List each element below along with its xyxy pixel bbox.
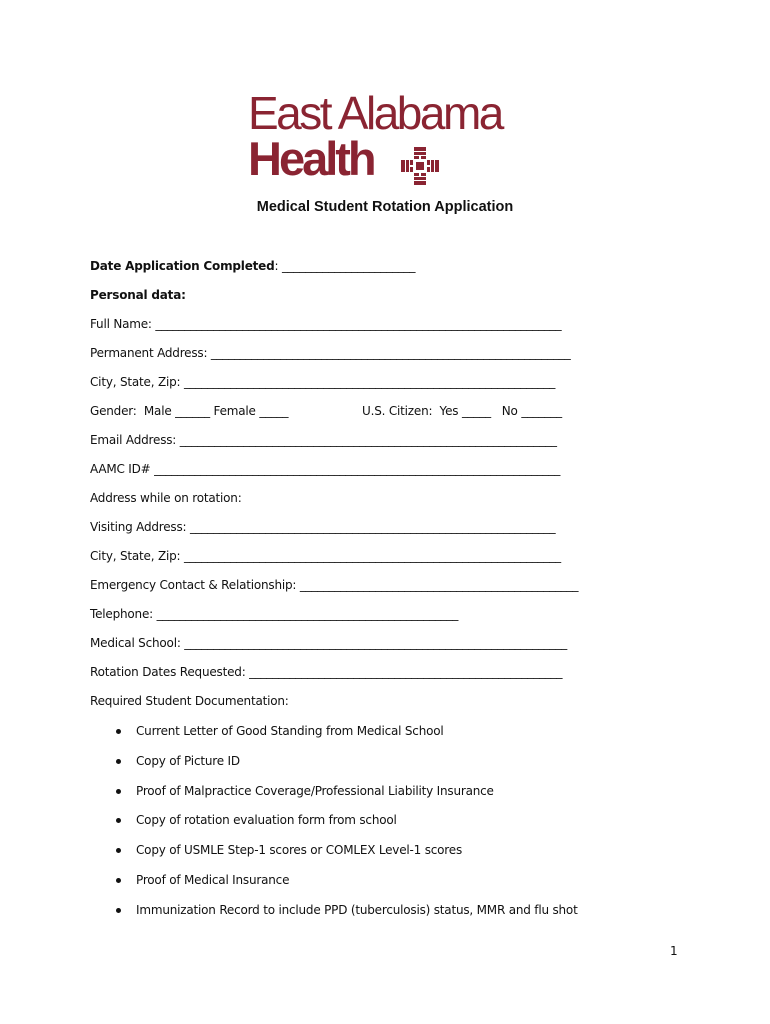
bullet-icon [116,729,121,734]
bullet-icon [116,878,121,883]
visiting-address-field[interactable]: Visiting Address: _______________________________________________________________ [90,520,556,534]
address-rotation-heading: Address while on rotation: [90,491,242,505]
date-completed-row [90,259,415,273]
bullet-icon [116,759,121,764]
list-item: Copy of rotation evaluation form from school [136,813,397,827]
page-title: Medical Student Rotation Application [256,199,514,215]
list-item: Copy of USMLE Step-1 scores or COMLEX Level-1 scores [136,843,463,857]
rotation-dates-field[interactable]: Rotation Dates Requested: ______________________________________________________ [90,665,563,679]
required-documentation-heading: Required Student Documentation: [90,694,289,708]
personal-data-heading: Personal data: [90,288,186,302]
email-address-field[interactable]: Email Address: _________________________________________________________________ [90,433,557,447]
logo-text-east-alabama: East Alabama [248,87,502,139]
permanent-address-field[interactable]: Permanent Address: ______________________________________________________________ [90,346,571,360]
telephone-field[interactable]: Telephone: ____________________________________________________ [90,607,459,621]
list-item: Copy of Picture ID [136,754,240,768]
gender-field[interactable]: Gender: Male ______ Female _____ [90,404,289,418]
bullet-icon [116,818,121,823]
list-item: Proof of Medical Insurance [136,873,290,887]
medical-cross-icon [400,146,440,186]
list-item: Current Letter of Good Standing from Medical School [136,724,444,738]
medical-school-field[interactable]: Medical School: __________________________________________________________________ [90,636,568,650]
bullet-icon [116,908,121,913]
list-item: Proof of Malpractice Coverage/Professional Liability Insurance [136,784,494,798]
date-completed-label: Date Application Completed [90,259,275,273]
date-completed-blank[interactable]: : _______________________ [274,259,416,273]
city-state-zip-2-field[interactable]: City, State, Zip: _________________________________________________________________ [90,549,561,563]
us-citizen-field[interactable]: U.S. Citizen: Yes _____ No _______ [362,404,562,418]
aamc-id-field[interactable]: AAMC ID# ______________________________________________________________________ [90,462,561,476]
full-name-field[interactable]: Full Name: ______________________________________________________________________ [90,317,562,331]
list-item: Immunization Record to include PPD (tuberculosis) status, MMR and flu shot [136,903,578,917]
emergency-contact-field[interactable]: Emergency Contact & Relationship: ________________________________________________ [90,578,579,592]
logo-text-health: Health [248,132,374,185]
bullet-icon [116,848,121,853]
bullet-icon [116,789,121,794]
page-number: 1 [670,944,678,958]
east-alabama-health-logo [248,88,528,188]
city-state-zip-field[interactable]: City, State, Zip: ________________________________________________________________ [90,375,556,389]
